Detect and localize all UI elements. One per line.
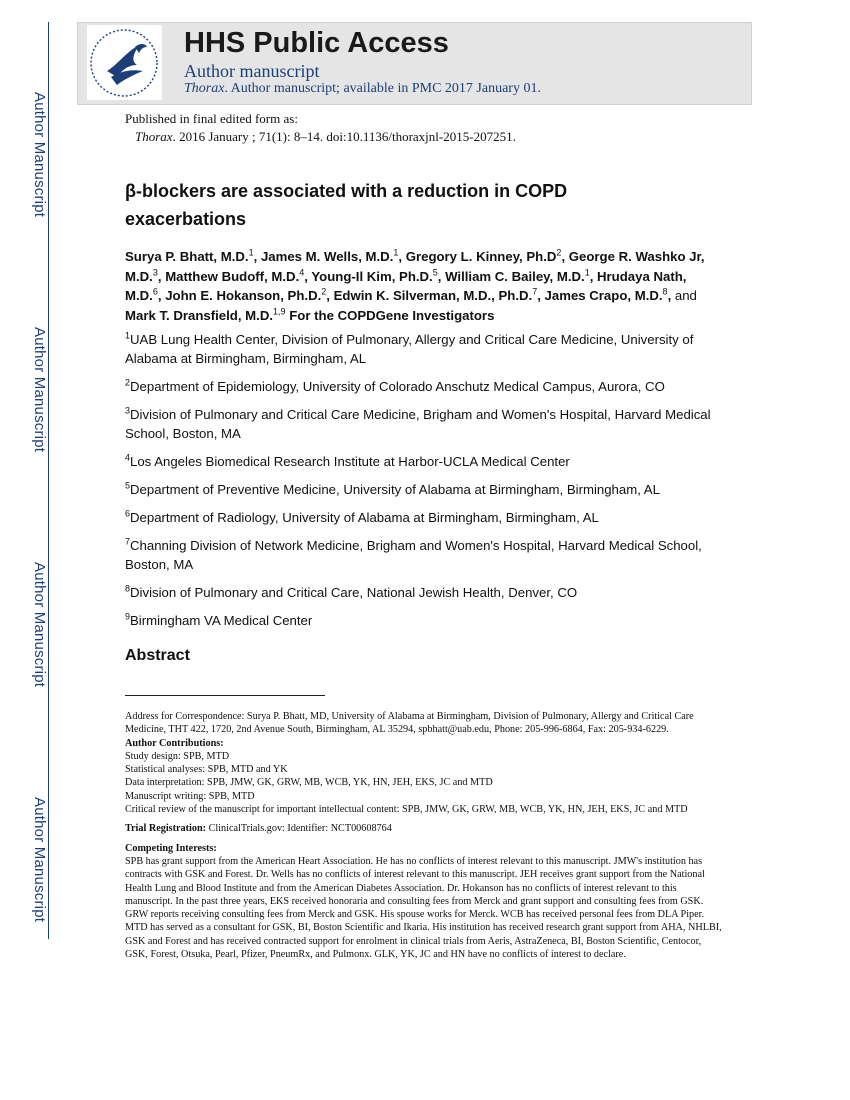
author-affil: 5 [432,267,438,278]
hhs-header [77,22,752,105]
contribution: Study design: SPB, MTD [125,750,230,762]
author-affil: 4 [299,267,305,278]
author: James Crapo, M.D. [544,288,663,303]
affiliation-text: Birmingham VA Medical Center [130,613,313,628]
author: Gregory L. Kinney, Ph.D [405,249,557,264]
affiliation-number: 4 [125,452,131,463]
affiliation [125,452,735,471]
affiliation-text: Channing Division of Network Medicine, Brigham and Women's Hospital, Harvard Medical School, Boston, MA [125,538,702,572]
author: Hrudaya Nath, M.D. [125,268,687,303]
author-affil: 7 [532,286,538,297]
side-label-author-manuscript: Author Manuscript [31,562,48,688]
competing-heading: Competing Interests: [125,842,217,854]
correspondence: Address for Correspondence: Surya P. Bhatt, MD, University of Alabama at Birmingham, Division of Pulmonary, Allergy and Critical Care Medicine, THT 422, 1720, 2nd Avenue South, Birmingham, AL 35294, spbhatt@uab.edu, Phone: 205-996-6864, Fax: 205-934-6229. [125,711,694,736]
affiliation-number: 6 [125,508,131,519]
affiliation-text: Division of Pulmonary and Critical Care, National Jewish Health, Denver, CO [130,585,578,600]
competing-text: SPB has grant support from the American Heart Association. He has no conflicts of interest relevant to this manuscript. JMW's institution has contracts with GSK and Forest. Dr. Wells has no conflicts of interest relevant to this manuscript. JEH receives grant support from the National Health Lung and Blood Institute and from the American Diabetes Association. Dr. Hokanson has no conflicts of interest relevant to this manuscript. In the past three years, EKS received honoraria and consulting fees from Merck and grant support and consulting fees from GSK. GRW reports receiving consulting fees from Merck and GSK. His spouse works for Merck. WCB has received personal fees from DLA Piper. MTD has served as a consultant for GSK, BI, Boston Scientific and Ikaria. His institution has received research grant support from AHA, NHLBI, GSK and Forest and has received contracted support for enrolment in clinical trials from Aeris, AstraZeneca, BI, Boston Scientific, Centocor, GSK, Forest, Otsuka, Pearl, Pfizer, PneumRx, and Pulmonx. GLK, YK, JC and HN have no conflicts of interest to declare. [125,855,722,961]
footnotes [125,710,725,961]
footnote-divider [125,695,325,696]
side-label-author-manuscript: Author Manuscript [31,797,48,923]
author: Matthew Budoff, M.D. [165,268,300,284]
affiliation-number: 8 [125,583,131,594]
author-list: Surya P. Bhatt, M.D.$^1$, James M. Wells, M.D.$^1$, Gregory L. Kinney, $Ph.D^2$, George R. Washko Jr, M.D.$^3$, Matthew Budoff, M.D.$^4$, Young-Il Kim, Ph.D.$^5$, William C. Bailey, M.D.$^1$, Hrudaya Nath, M.D.$^6$, John E. Hokanson, Ph.D.$^2$, Edwin K. Silverman, M.D., Ph.D.$^7$, James Crapo, M.D.$^8$, and Mark T. Dransfield, M.D.$^{1,9}$ For the COPDGene Investigators [125,247,705,323]
published-label: Published in final edited form as: [125,111,298,126]
affiliation-text: UAB Lung Health Center, Division of Pulmonary, Allergy and Critical Care Medicine, University of Alabama at Birmingham, Birmingham, AL [125,332,694,366]
hhs-title: HHS Public Access [184,27,449,59]
hhs-eagle-icon [87,25,162,100]
affiliation-text: Department of Preventive Medicine, University of Alabama at Birmingham, Birmingham, AL [130,482,660,497]
article-title: β-blockers are associated with a reduction in COPD exacerbations [125,181,568,229]
journal-name: Thorax [184,81,225,96]
citation-journal: Thorax [135,129,173,144]
side-rule [48,22,49,939]
author: Young-Il Kim, Ph.D. [311,268,433,284]
affiliation-text: Los Angeles Biomedical Research Institute at Harbor-UCLA Medical Center [130,454,570,469]
affiliation [125,611,735,630]
side-label-author-manuscript: Author Manuscript [31,92,48,218]
affiliation [125,583,735,602]
affiliation [125,536,735,574]
citation-details: . 2016 January ; 71(1): 8–14. doi:10.1136/thoraxjnl-2015-207251. [172,129,516,144]
affiliation [125,405,735,443]
and-word: and [674,288,697,303]
author-affil: 2 [556,247,562,258]
author-affil: 6 [152,286,158,297]
affiliation [125,508,735,527]
author-affil: 1 [248,247,254,258]
affiliation-number: 2 [125,377,131,388]
contribution: Data interpretation: SPB, JMW, GK, GRW, MB, WCB, YK, HN, JEH, EKS, JC and MTD [125,777,493,789]
trial-text: ClinicalTrials.gov: Identifier: NCT00608764 [206,823,392,835]
author: James M. Wells, M.D. [260,249,394,264]
investigators: For the COPDGene Investigators [289,307,495,323]
author: John E. Hokanson, Ph.D. [165,288,322,303]
author-affil: 3 [152,267,158,278]
affiliation [125,330,735,368]
affiliations [125,330,735,639]
affiliation-number: 9 [125,611,131,622]
affiliation-text: Division of Pulmonary and Critical Care Medicine, Brigham and Women's Hospital, Harvard Medical School, Boston, MA [125,407,711,441]
author-affil: 8 [662,286,668,297]
citation [125,128,516,146]
contributions-heading: Author Contributions: [125,737,224,749]
affiliation-text: Department of Radiology, University of Alabama at Birmingham, Birmingham, AL [130,510,599,525]
author: William C. Bailey, M.D. [445,268,585,284]
affiliation-number: 3 [125,405,131,416]
affiliation-number: 5 [125,480,131,491]
author-affil: 2 [321,286,327,297]
affiliation-number: 1 [125,330,131,341]
author: Mark T. Dransfield, M.D. [125,307,274,323]
author-affil: 1 [584,267,590,278]
contribution: Manuscript writing: SPB, MTD [125,790,255,802]
trial-registration [125,822,725,835]
author: George R. Washko Jr, M.D. [125,249,705,284]
hhs-subtitle: Author manuscript [184,61,320,81]
author: Surya P. Bhatt, M.D. [125,249,249,264]
trial-label: Trial Registration: [125,823,207,835]
author-affil: 1 [393,247,399,258]
published-note [125,110,516,146]
abstract-heading: Abstract [125,647,190,664]
availability-text: . Author manuscript; available in PMC 2017 January 01. [224,81,541,96]
side-label-author-manuscript: Author Manuscript [31,327,48,453]
affiliation [125,480,735,499]
hhs-availability [184,81,541,97]
author-affil: 1,9 [273,306,286,317]
affiliation [125,377,735,396]
contribution: Critical review of the manuscript for important intellectual content: SPB, JMW, GK, GRW, MB, WCB, YK, HN, JEH, EKS, JC and MTD [125,804,688,816]
affiliation-number: 7 [125,536,131,547]
affiliation-text: Department of Epidemiology, University of Colorado Anschutz Medical Campus, Aurora, CO [130,379,665,394]
author: Edwin K. Silverman, M.D., Ph.D. [333,288,533,303]
contribution: Statistical analyses: SPB, MTD and YK [125,764,288,776]
